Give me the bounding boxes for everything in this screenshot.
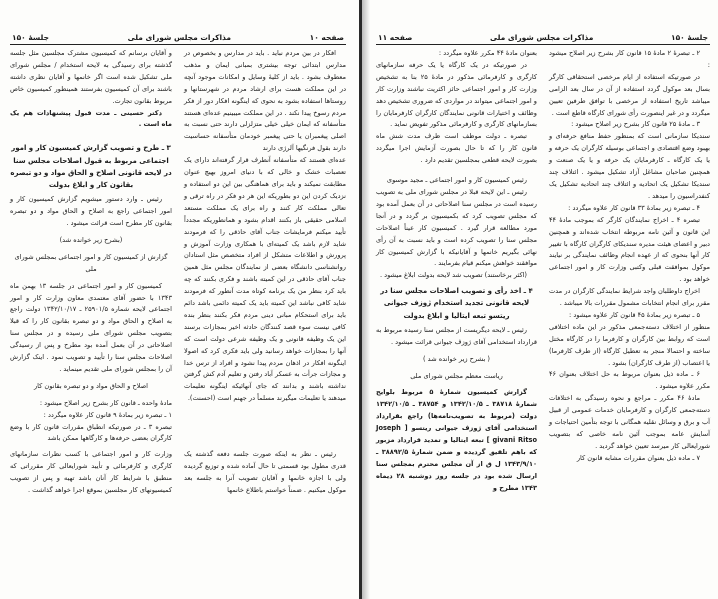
journal-title: مذاکرات مجلس شورای ملی: [127, 33, 231, 42]
note-paragraph: تبصره ۳ ـ در صورتیکه انطباق مقررات قانون کار با وضع کارگران بعضی حرفه‌ها و کارگاهها ممکن باشد: [10, 422, 172, 443]
gutter-shadow: [362, 0, 370, 599]
paragraph: کمیسیون کار و امور اجتماعی در جلسه ۱۳ بهمن ماه ۱۳۴۳ با حضور آقای معتمدی معاون وزارت کار و امور اجتماعی لایحه شماره ۲۵۹۰۱/۵ ـ ۱۳۴۲/۱۰/۱۷ دولت راجع به اصلاح و الحاق مواد و دو تبصره بقانون کار را که قبلا بتصویب مجلس شورای ملی رسیده و در مجلس سنا اصلاحاتی در آن بعمل آمده بود مطرح و پس از رسیدگی اصلاحات مجلس سنا را تأیید و تصویب نمود . اینک گزارش آن را بمجلس شورای ملی تقدیم مینماید .: [10, 281, 173, 373]
paragraph: رئیس ـ نظر به اینکه صورت جلسه دفعه گذشته یک قدری مطول بود قسمتی تا حال آماده شده و توزیع گردیده ولی با اجازه خانمها و آقایان تصویب آنرا به جلسه بعد موکول میکنیم . ضمناً خواستم باطلاع خانمها: [184, 450, 346, 495]
note-paragraph: تبصره ـ دولت موظف است ظرف مدت شش ماه قانون کار را که تا حال بصورت آزمایش اجرا میگردد بصورت لایحه قطعی بمجلسین تقدیم دارد .: [376, 132, 537, 165]
reading-note: ( بشرح زیر خوانده شد ): [423, 354, 490, 363]
session-number: جلسهٔ ۱۵۰: [671, 33, 708, 42]
agenda-heading: ۳ ـ طرح و تصویب گزارش کمیسیون کار و امور اجتماعی مربوط به قبول اصلاحات مجلس سنا در لایحه قانونی اصلاح و الحاق مواد و دو تبصره بقانون کار و ابلاغ بدولت: [10, 144, 172, 189]
paragraph: منظور از اختلاف دسته‌جمعی مذکور در این ماده اختلافی است که روابط بین کارگران و کارفرما را در کارگاه مختل ساخته و احتمالا منجر به تعطیل کارگاه (از طرف کارفرما) یا اعتصاب (از طرف کارگران) بشود .: [549, 322, 710, 367]
page-number: صفحه ۱۰: [309, 33, 344, 42]
note-paragraph: تبصره ۴ ـ اخراج نمایندگان کارگر که بموجب مادهٔ ۴۴ این قانون و آئین نامه مربوطه انتخاب شده‌اند و همچنین دبیر و اعضای هیئت مدیره سندیکای کارگران کارگاه با تغییر کار آنها بنحوی که از عهده انجام وظائف نمایندگی بر نیایند موکول بموافقت قبلی وکتبی وزارت کار و امور اجتماعی خواهد بود .: [549, 215, 710, 284]
paragraph: اخراج داوطلبان واجد شرایط نمایندگی کارگران در مدت مقرر برای انجام انتخابات مشمول مقررات بالا میباشد .: [549, 287, 710, 308]
speaker-paragraph: رئیس ـ لایحه دیگریست از مجلس سنا رسیده مربوط به قرارداد استخدامی آقای ژوزف جیوانی قرائت میشود .: [376, 325, 537, 346]
paragraph: بعنوان مادهٔ ۴۴ مکرر علاوه میگردد :: [438, 49, 537, 57]
spacer: [10, 131, 172, 139]
paragraph: ۵ ـ تبصره زیر بمادهٔ ۴۵ قانون کار علاوه میشود :: [569, 310, 700, 319]
paragraph: در صورتیکه در یک کارگاه یا یک حرفه سازمانهای کارگری و کارفرمائی مذکور در مادهٔ ۲۵ بنا به تشخیص وزارت کار و امور اجتماعی حائز اکثریت نباشند وزارت کار و امور اجتماعی میتواند در مواردی که ضروری تشخیص دهد وظائف و اختیارات قانونی نمایندگان کارگران کارفرمایان را بسازمانهای کارگری و کارفرمائی مذکور تفویض نماید .: [376, 60, 537, 129]
vote-result: (اکثر برخاستند) تصویب شد لایحه بدولت ابلاغ میشود .: [379, 271, 527, 280]
article-paragraph: مادهٔ واحده ـ قانون کار بشرح زیر اصلاح میشود :: [39, 398, 172, 407]
bottom-column-left: [10, 449, 172, 497]
paragraph: افکار در بین مردم نباید . باید در مدارس و بخصوص در مدارس ابتدائی توجه بیشتری بمبانی ایمان و مذهب معطوف بشود . باید از کلیهٔ وسایل و امکانات موجود آنچه در این مملکت هست برای ارشاد مردم در شهرستانها و روستاها استفاده بشود به نحوی که اینگونه افکار دور از فکر مردم رسوخ پیدا نکند . در این مملکت میبینیم عده‌ای هستند متأسفانه که ایمان خیلی خیلی متزلزلی دارند حتی نسبت به اصلی پیغمبران یا حتی پیغمبر خودمان متأسفانه حساسیت دارند بقول فرنگیها آلرژی دارند: [184, 49, 346, 153]
column-right: [549, 48, 710, 495]
column-left: [376, 48, 537, 495]
report-paragraph: گزارش کمیسیون شمارهٔ ۵ مربوط بلوایح شمارهٔ ۳۸۷۱۸ ـ ۱۳۴۲/۱۰/۵ و ۳۸۷۵۴ ـ ۱۳۴۲/۱۰/۵ دولت (مربوط به تصویب‌نامه‌ها) راجع بقرارداد استخدامی آقای ژوزف جیوانی ریتسو [ Joseph givani Ritso ] تبعه ایتالیا و تمدید قرارداد مزبور که باهم تلفیق گردیده و ضمن شمارهٔ ۳۸۸۹۲/۵ ـ ۱۳۴۳/۹/۱۰ ل ق از آن مجلس محترم بمجلس سنا ارسال شده بود در جلسه روز دوشنبه ۲۸ دیماه ۱۳۴۳ مطرح و: [376, 388, 537, 492]
page-columns: [376, 48, 710, 495]
speaker-paragraph: رئیس ـ این لایحه قبلا در مجلس شورای ملی به تصویب رسیده است در مجلس سنا اصلاحاتی در آن بعمل آمده بود که مجلس تصویب کرد که بکمیسیون بر گردد و در آنجا مورد مطالعه قرار گیرد . کمیسیون کار عیناً اصلاحات مجلس سنا را تصویب کرده است و باید نسبت به آن رأی نهائی بگیریم خانمها و آقایانیکه با گزارش کمیسیون کار موافقند خواهش میکنم قیام بفرمایند .: [376, 187, 537, 268]
paragraph: و آقایان برسانم که کمیسیون مشترک مجلسین مثل جلسه گذشته برای رسیدگی به لایحه استخدام / مجلس شورای ملی تشکیل شده است اگر خانمها و آقایان نظری داشته باشند برای آن کمیسیون بفرستند همینطور کمیسیون خاص مربوط بقانون تجارت.: [10, 49, 172, 105]
signature: رئیس کمیسیون کار و امور اجتماعی ـ مجید موسوی: [386, 176, 527, 185]
section-title: اصلاح و الحاق مواد و دو تبصره بقانون کار: [33, 381, 149, 390]
speaker-paragraph: رئیس ـ وارد دستور میشویم گزارش کمیسیون کار و امور اجتماعی راجع به اصلاح و الحاق مواد و دو تبصره بقانون کار مطرح است قرائت میشود .: [10, 195, 172, 227]
paragraph: ۲ ـ تبصرهٔ ۲ مادهٔ ۱۵ قانون کار بشرح زیر اصلاح میشود :: [549, 49, 710, 69]
paragraph: در صورتیکه استفاده از ایام مرخصی استحقاقی کارگر بسال بعد موکول گردد استفاده از آن در سال بعد الزامی میباشد تاریخ استفاده از مرخصی با توافق طرفین تعیین میگردد و در غیر اینصورت رأی شورای کارگاه قاطع است .: [549, 72, 710, 117]
report-title: گزارش از کمیسیون کار و امور اجتماعی بمجلس شورای ملی: [14, 252, 168, 273]
column-left: [10, 48, 172, 445]
paragraph: وزارت کار و امور اجتماعی با کسب نظرات سازمانهای کارگری و کارفرمائی و تأیید شورایعالی کار مقرراتی که منطبق با شرایط کار آنان باشد تهیه و پس از تصویب کمیسیونهای کار مجلسین بموقع اجرا خواهد گذاشت .: [10, 450, 172, 495]
paragraph: ۶ ـ ماده ذیل بعنوان مربوط به حل اختلاف بعنوان ۴۶ مکرر علاوه میشود .: [549, 370, 710, 391]
bottom-column-right: [184, 449, 346, 497]
session-number: جلسهٔ ۱۵۰: [12, 33, 50, 42]
spacer: [376, 167, 537, 175]
paragraph: ۷ ـ ماده ذیل بعنوان مقررات مشابه قانون کار: [576, 453, 700, 462]
page-columns: [10, 48, 346, 445]
addressee: ریاست معظم مجلس شورای ملی: [410, 371, 503, 380]
agenda-heading: ۴ ـ اخذ رأی و تصویب اصلاحات مجلس سنا در لایحه قانونی تجدید استخدام ژوزف جیوانی ریتسو تبعه ایتالیا و ابلاغ بدولت: [380, 287, 533, 320]
article-paragraph: مادهٔ ۴۶ مکرر ـ مراجع و نحوه رسیدگی به اختلافات دسته‌جمعی کارگران و کارفرمایان خدمات عمومی از قبیل آب و برق و وسائل نقلیه همگانی با توجه بتأمین احتیاجات و آسایش عامه بموجب آئین نامه خاصی که بتصویب شورایعالی کار میرسد تعیین خواهد گردید .: [549, 394, 710, 450]
paragraph: سندیکا سازمانی است که بمنظور حفظ منافع حرفه‌ای و بهبود وضع اقتصادی و اجتماعی بوسیله کارگران یک حرفه و یا یک کارگاه ـ کارفرمایان یک حرفه و یا یک صنعت و همچنین صاحبان مشاغل آزاد تشکیل میشود . ائتلاف چند سندیکا تشکیل یک اتحادیه و ائتلاف چند اتحادیه تشکیل یک کنفدراسیون را میدهد .: [549, 132, 710, 200]
page-bottom-columns: [10, 449, 346, 497]
paragraph: عده‌ای هستند که متأسفانه آنطرف قرار گرفته‌اند دارای یک تعصبات خشک و خالی که با دنیای امروز بهیچ عنوان مطابقت نمیکند و باید برای هماهنگی بین این دو استفاده و نزدیک کردن این دو بطوریکه این هر دو فکر در راه ترقی و تعالی مملکت کار کنند و راه برای یک مملکت مستعد اسلامی حقیقی باز بکنند اقدام بشود و همانطوریکه مجدداً تأیید میکنم فرمایشات جناب آقای حاذقی را که فرمودند شاید لازم باشد یک کمیته‌ای با همکاری وزارت آموزش و پرورش و اطلاعات متشکل از افراد متخصص مثل استادان روانشناسی دانشگاه بعضی از نمایندگان مجلس مثل همین جناب آقای حاذقی در این کمیته باشند و فکری بکنند که چه باید کرد بنظر من یک برنامه کوتاه مدت آنطور که فرمودند شاید کافی نباشد این کمیته باید یک کمیته دائمی باشد دائم باید برای استحکام مبانی دینی مردم فکر بکنند بنظر بنده کافی نیست سوء قصد کنندگان حادثه اخیر بمجازات برسند این یک وظیفه قانونی و یک وظیفه شرعی دولت است که آنها را بمجازات خواهد رسانید ولی باید فکری کرد که اصولا اینگونه افکار در اذهان مردم پیدا نشود و افراد از ترس خدا و مجازات جرأت به عسکر آباد رفتن و تعلیم آدم کش گرفتن نداشته باشند و بدانند که جای آنهائیکه اینگونه تعلیمات میدهند یا تعلیمات میگیرند مسلماً در جهنم است (احسنت).: [184, 156, 346, 403]
page-number: صفحه ۱۱: [378, 33, 413, 42]
running-head: [376, 31, 710, 45]
paragraph: ۴ ـ تبصره زیر بمادهٔ ۳۳ قانون کار علاوه میگردد :: [568, 203, 700, 212]
journal-title: مذاکرات مجلس شورای ملی: [490, 33, 594, 42]
reading-note: (بشرح زیر خوانده شد): [59, 235, 123, 244]
column-right: [184, 48, 346, 445]
running-head: [10, 31, 346, 45]
speaker-paragraph: دکتر حسینی ـ مدت قبول پیشنهادات هم یک ماه است .: [10, 108, 172, 129]
page-11: [360, 0, 718, 599]
paragraph: ۳ ـ مادهٔ ۲۵ قانون کار بشرح زیر اصلاح میشود :: [571, 120, 700, 129]
paragraph: ۱ ـ تبصره زیر بمادهٔ ۹ قانون کار علاوه میگردد :: [43, 410, 172, 419]
